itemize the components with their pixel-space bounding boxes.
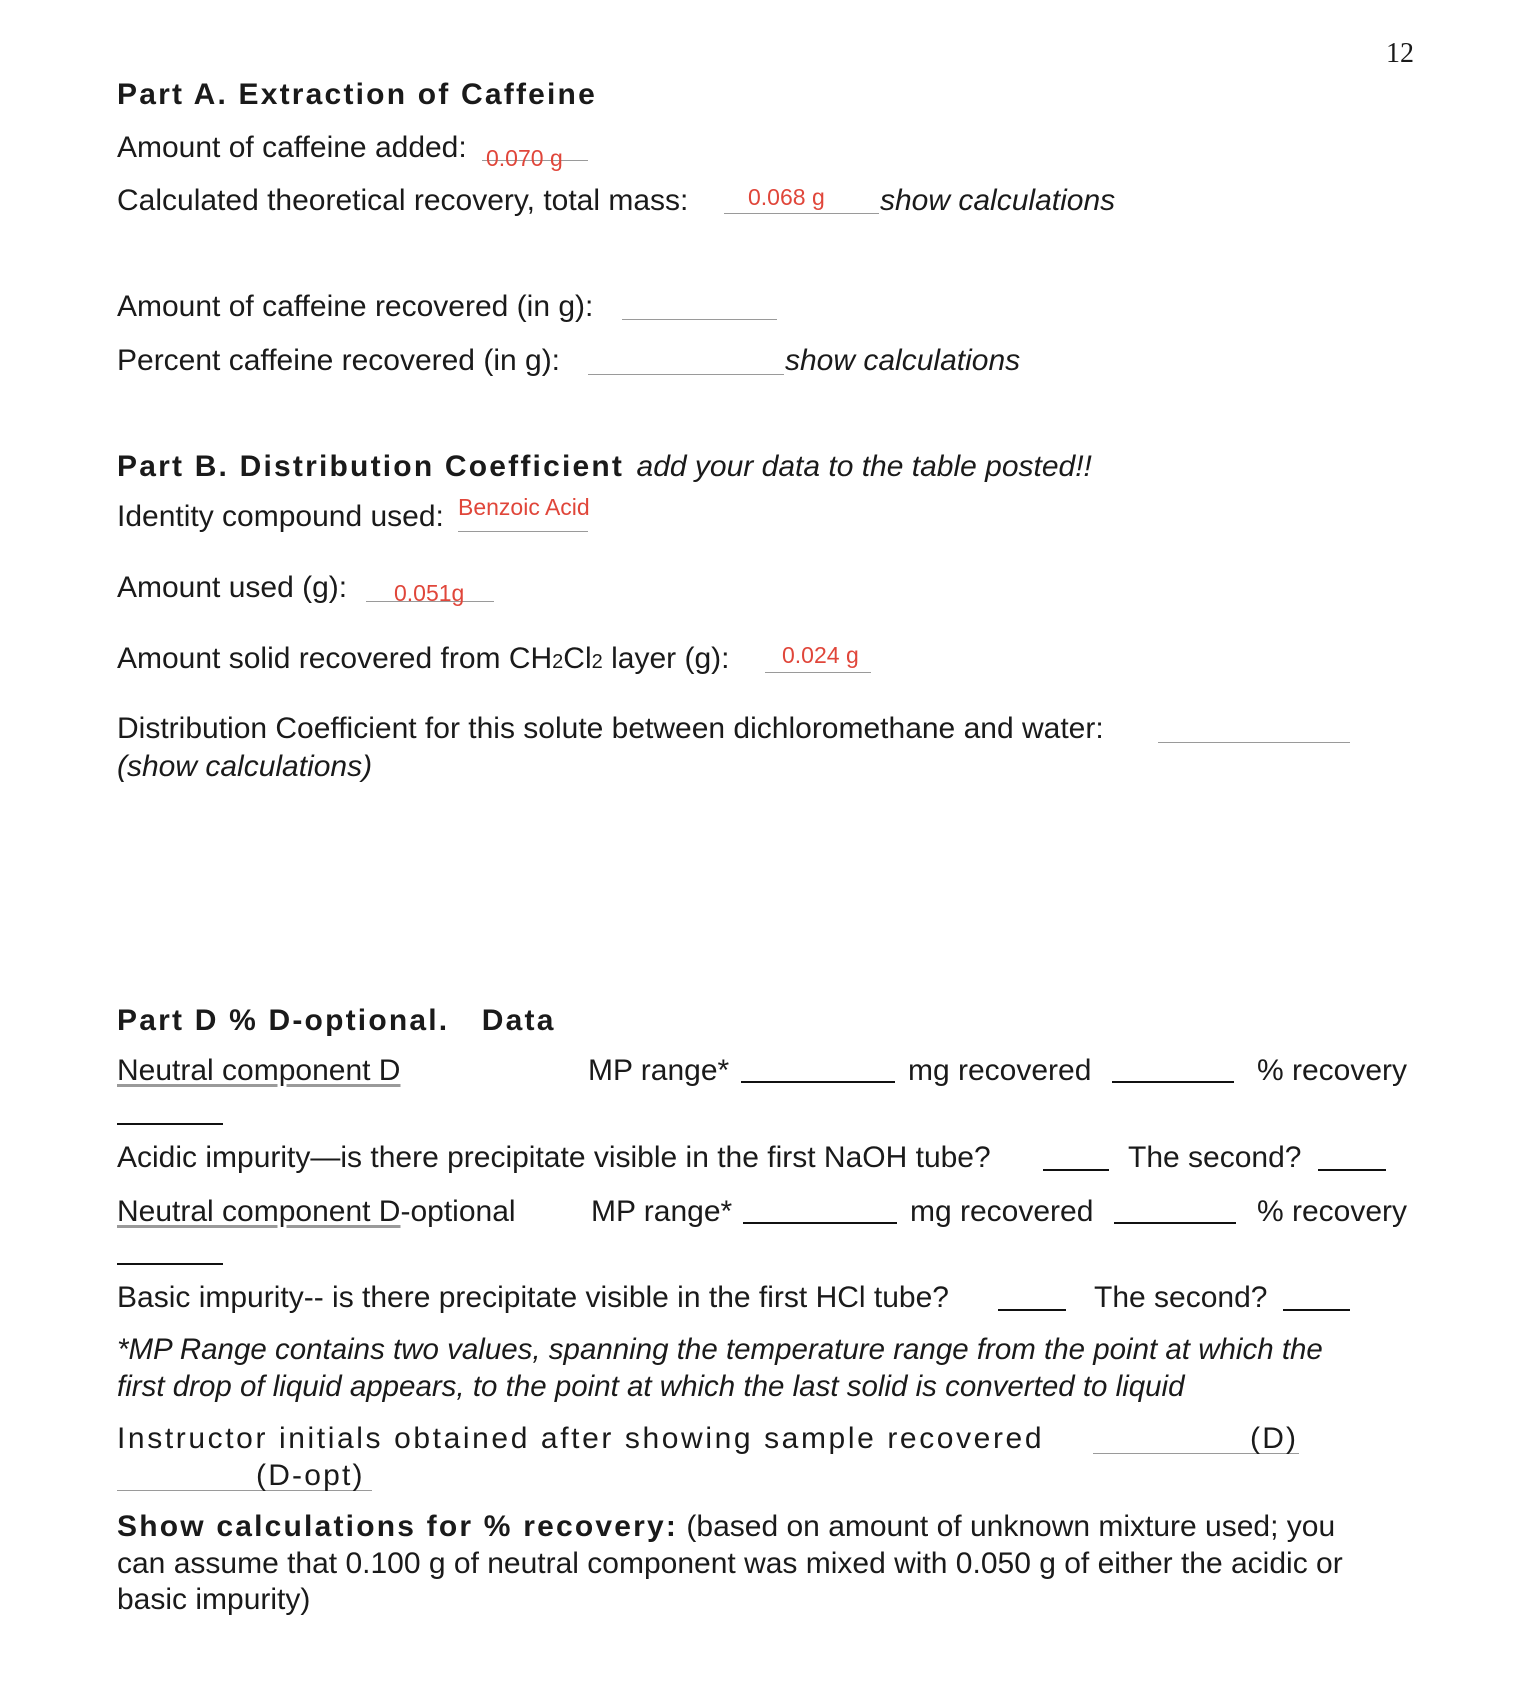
instructor-initials-label: Instructor initials obtained after showing sample recovered bbox=[117, 1422, 1045, 1455]
acidic-impurity-question: Acidic impurity—is there precipitate visible in the first NaOH tube? bbox=[117, 1141, 991, 1174]
basic-impurity-question: Basic impurity-- is there precipitate visible in the first HCl tube? bbox=[117, 1281, 949, 1314]
mp-range-blank-2[interactable] bbox=[743, 1222, 897, 1224]
amount-used-value[interactable]: 0.051g bbox=[394, 580, 465, 606]
optional-suffix: -optional bbox=[400, 1195, 516, 1228]
identity-line bbox=[458, 531, 588, 532]
acidic-second-label: The second? bbox=[1128, 1141, 1302, 1174]
show-calculations-note-1: show calculations bbox=[880, 184, 1116, 217]
solid-recovered-value[interactable]: 0.024 g bbox=[782, 642, 859, 668]
show-calc-recovery-line2: can assume that 0.100 g of neutral component was mixed with 0.050 g of either the acidic or bbox=[117, 1547, 1343, 1580]
mp-range-footnote-line1: *MP Range contains two values, spanning the temperature range from the point at which the bbox=[117, 1333, 1323, 1366]
distribution-coefficient-note: (show calculations) bbox=[117, 750, 373, 783]
pct-recovery-blank-1[interactable] bbox=[117, 1123, 223, 1125]
pct-recovery-label-1: % recovery bbox=[1257, 1054, 1408, 1087]
solid-recovered-label-post: layer (g): bbox=[602, 642, 730, 675]
percent-recovered-label: Percent caffeine recovered (in g): bbox=[117, 344, 561, 377]
basic-second-label: The second? bbox=[1094, 1281, 1268, 1314]
mg-recovered-blank-1[interactable] bbox=[1112, 1081, 1234, 1083]
tag-d: (D) bbox=[1250, 1422, 1299, 1455]
theoretical-recovery-label: Calculated theoretical recovery, total mass: bbox=[117, 184, 689, 217]
mp-range-label-1: MP range* bbox=[588, 1054, 730, 1087]
mp-range-label-2: MP range* bbox=[591, 1195, 733, 1228]
amount-used-label: Amount used (g): bbox=[117, 571, 348, 604]
mg-recovered-label-1: mg recovered bbox=[908, 1054, 1092, 1087]
pct-recovery-blank-2[interactable] bbox=[117, 1263, 223, 1265]
caffeine-recovered-label: Amount of caffeine recovered (in g): bbox=[117, 290, 594, 323]
show-calculations-note-2: show calculations bbox=[785, 344, 1021, 377]
acidic-second-blank[interactable] bbox=[1318, 1169, 1386, 1171]
theoretical-recovery-value[interactable]: 0.068 g bbox=[748, 184, 825, 210]
basic-second-blank[interactable] bbox=[1283, 1309, 1350, 1311]
part-b-heading: Part B. Distribution Coefficient bbox=[117, 450, 625, 483]
part-d-data-label: Data bbox=[481, 1004, 556, 1037]
percent-recovered-line[interactable] bbox=[588, 374, 784, 375]
part-a-heading: Part A. Extraction of Caffeine bbox=[117, 78, 597, 111]
pct-recovery-label-2: % recovery bbox=[1257, 1195, 1408, 1228]
subscript-2b: 2 bbox=[591, 651, 603, 673]
mg-recovered-blank-2[interactable] bbox=[1114, 1222, 1236, 1224]
mp-range-footnote-line2: first drop of liquid appears, to the point at which the last solid is converted to liquid bbox=[117, 1370, 1185, 1403]
distribution-coefficient-line[interactable] bbox=[1158, 742, 1350, 743]
tag-d-opt: (D-opt) bbox=[256, 1459, 365, 1492]
show-calc-recovery-rest: (based on amount of unknown mixture used; you bbox=[678, 1510, 1336, 1543]
mp-range-blank-1[interactable] bbox=[741, 1081, 895, 1083]
solid-recovered-line bbox=[765, 672, 871, 673]
identity-label: Identity compound used: bbox=[117, 500, 444, 533]
show-calc-recovery-bold: Show calculations for % recovery: bbox=[117, 1510, 679, 1543]
neutral-component-d-optional-label bbox=[117, 1195, 516, 1229]
page-number: 12 bbox=[1386, 38, 1414, 69]
basic-first-blank[interactable] bbox=[998, 1309, 1066, 1311]
chlorine-symbol: Cl bbox=[563, 642, 592, 675]
distribution-coefficient-label: Distribution Coefficient for this solute between dichloromethane and water: bbox=[117, 712, 1104, 745]
caffeine-added-label: Amount of caffeine added: bbox=[117, 131, 467, 164]
solid-recovered-label-pre: Amount solid recovered from CH bbox=[117, 642, 553, 675]
solid-recovered-label bbox=[117, 642, 729, 676]
neutral-component-d-label: Neutral component D bbox=[117, 1054, 401, 1087]
theoretical-recovery-line bbox=[724, 213, 879, 214]
show-calc-recovery-line3: basic impurity) bbox=[117, 1583, 311, 1616]
mg-recovered-label-2: mg recovered bbox=[910, 1195, 1094, 1228]
subscript-2: 2 bbox=[552, 651, 564, 673]
part-b-heading-row bbox=[117, 450, 1092, 484]
caffeine-recovered-line[interactable] bbox=[622, 319, 777, 320]
neutral-component-d-underlined: Neutral component D bbox=[117, 1195, 401, 1228]
identity-value[interactable]: Benzoic Acid bbox=[458, 494, 590, 520]
part-b-note: add your data to the table posted!! bbox=[636, 450, 1092, 483]
caffeine-added-value[interactable]: 0.070 g bbox=[486, 145, 563, 171]
part-d-heading: Part D % D-optional. bbox=[117, 1004, 450, 1037]
part-d-heading-row bbox=[117, 1004, 556, 1038]
show-calc-recovery-line1 bbox=[117, 1510, 1335, 1544]
acidic-first-blank[interactable] bbox=[1043, 1169, 1109, 1171]
